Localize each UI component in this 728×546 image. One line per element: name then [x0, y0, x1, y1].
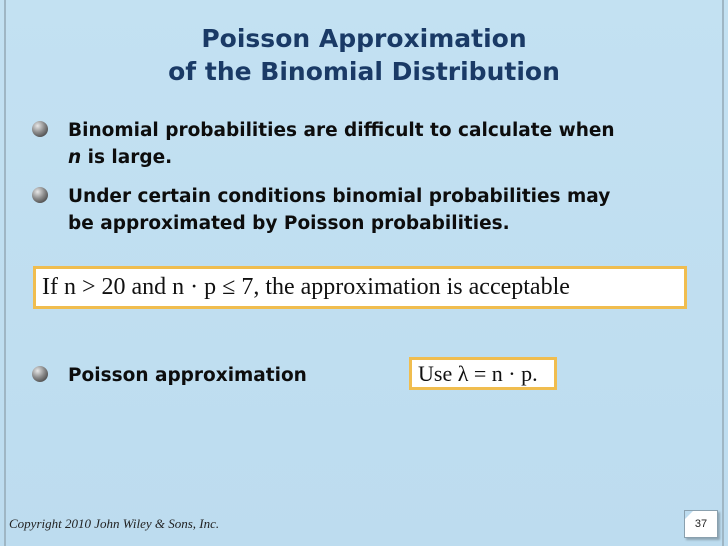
bullet-1-line-1: Binomial probabilities are difficult to calculate when: [68, 120, 615, 141]
bullet-sphere-icon: [32, 121, 48, 137]
bullet-1-line-2: is large.: [81, 147, 173, 168]
page-number: 37: [694, 518, 708, 530]
bullet-text-2: [68, 183, 610, 237]
bullet-item-3: [32, 362, 682, 389]
condition-formula-box: [33, 266, 687, 309]
bullet-sphere-icon: [32, 366, 48, 382]
page-number-badge: [684, 510, 718, 538]
title-line-1: Poisson Approximation: [201, 24, 527, 53]
title-line-2: of the Binomial Distribution: [168, 57, 560, 86]
bullet-2-line-1: Under certain conditions binomial probabilities may: [68, 186, 611, 207]
lambda-formula-box: [409, 357, 557, 390]
condition-formula-text: If n > 20 and n · p ≤ 7, the approximation is acceptable: [42, 274, 570, 300]
bullet-item-1: [32, 117, 682, 171]
bullet-item-2: [32, 183, 682, 237]
bullet-text-1: [68, 117, 615, 171]
slide-title: [60, 22, 668, 88]
bullet-text-3: Poisson approximation: [68, 365, 307, 386]
lambda-formula-text: Use λ = n · p.: [418, 361, 538, 386]
bullet-sphere-icon: [32, 187, 48, 203]
copyright-footer: Copyright 2010 John Wiley & Sons, Inc.: [9, 516, 220, 531]
bullet-2-line-2: be approximated by Poisson probabilities.: [68, 213, 510, 234]
bullet-1-italic-n: n: [68, 147, 82, 168]
right-border-rule: [722, 0, 724, 546]
left-border-rule: [4, 0, 6, 546]
